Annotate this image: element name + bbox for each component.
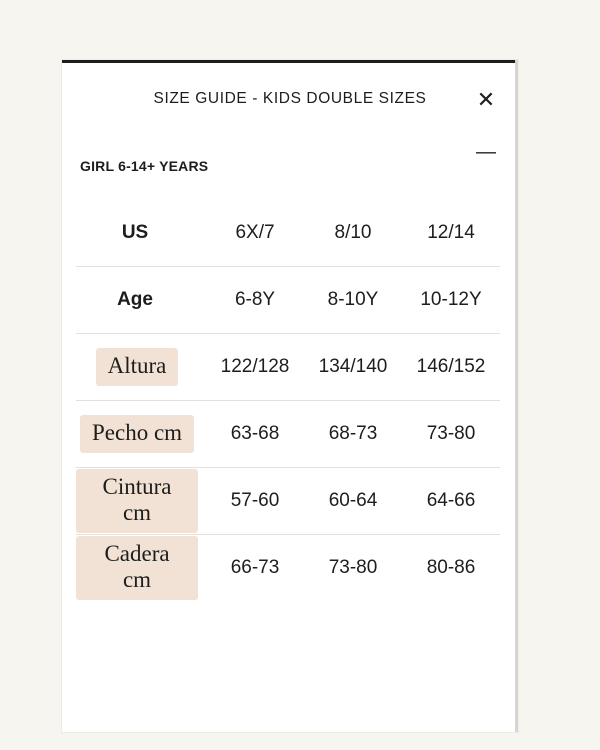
table-row	[76, 468, 500, 535]
modal-header	[62, 60, 518, 122]
cell-cintura-3: 64-66	[402, 468, 500, 535]
cell-us-1: 6X/7	[235, 222, 275, 243]
row-label-altura	[76, 334, 206, 401]
row-label-text: Pecho cm	[80, 415, 194, 453]
row-label-pecho	[76, 401, 206, 468]
row-label-text: US	[121, 222, 149, 243]
modal-right-divider	[515, 60, 518, 732]
row-label-us	[76, 200, 206, 267]
size-guide-modal	[62, 60, 518, 732]
table-row	[76, 401, 500, 468]
table-row	[76, 334, 500, 401]
row-label-text: Cadera cm	[76, 536, 198, 600]
cell-altura-1: 122/128	[206, 334, 304, 401]
cell-altura-2: 134/140	[304, 334, 402, 401]
row-label-cintura	[76, 468, 206, 535]
cell-cadera-2: 73-80	[304, 535, 402, 602]
table-row	[76, 267, 500, 334]
row-label-text: Age	[117, 289, 153, 310]
cell-cadera-3: 80-86	[402, 535, 500, 602]
cell-pecho-2: 68-73	[304, 401, 402, 468]
cell-cintura-2: 60-64	[304, 468, 402, 535]
cell-cintura-1: 57-60	[206, 468, 304, 535]
row-label-age	[76, 267, 206, 334]
section-title: GIRL 6-14+ YEARS	[80, 158, 209, 174]
cell-altura-3: 146/152	[402, 334, 500, 401]
size-chart-table	[76, 200, 500, 601]
page-title: SIZE GUIDE - KIDS DOUBLE SIZES	[153, 90, 427, 107]
row-label-cadera	[76, 535, 206, 602]
close-icon[interactable]: ✕	[474, 88, 498, 112]
cell-age-3: 10-12Y	[402, 267, 500, 334]
cell-pecho-1: 63-68	[206, 401, 304, 468]
row-label-text: Altura	[96, 348, 179, 386]
minimize-icon[interactable]: —	[476, 141, 496, 163]
cell-age-2: 8-10Y	[304, 267, 402, 334]
cell-us-2: 8/10	[334, 222, 372, 243]
cell-age-1: 6-8Y	[206, 267, 304, 334]
row-label-text: Cintura cm	[76, 469, 198, 533]
cell-us-3: 12/14	[427, 222, 475, 243]
cell-cadera-1: 66-73	[206, 535, 304, 602]
cell-pecho-3: 73-80	[402, 401, 500, 468]
table-row	[76, 535, 500, 602]
table-row	[76, 200, 500, 267]
